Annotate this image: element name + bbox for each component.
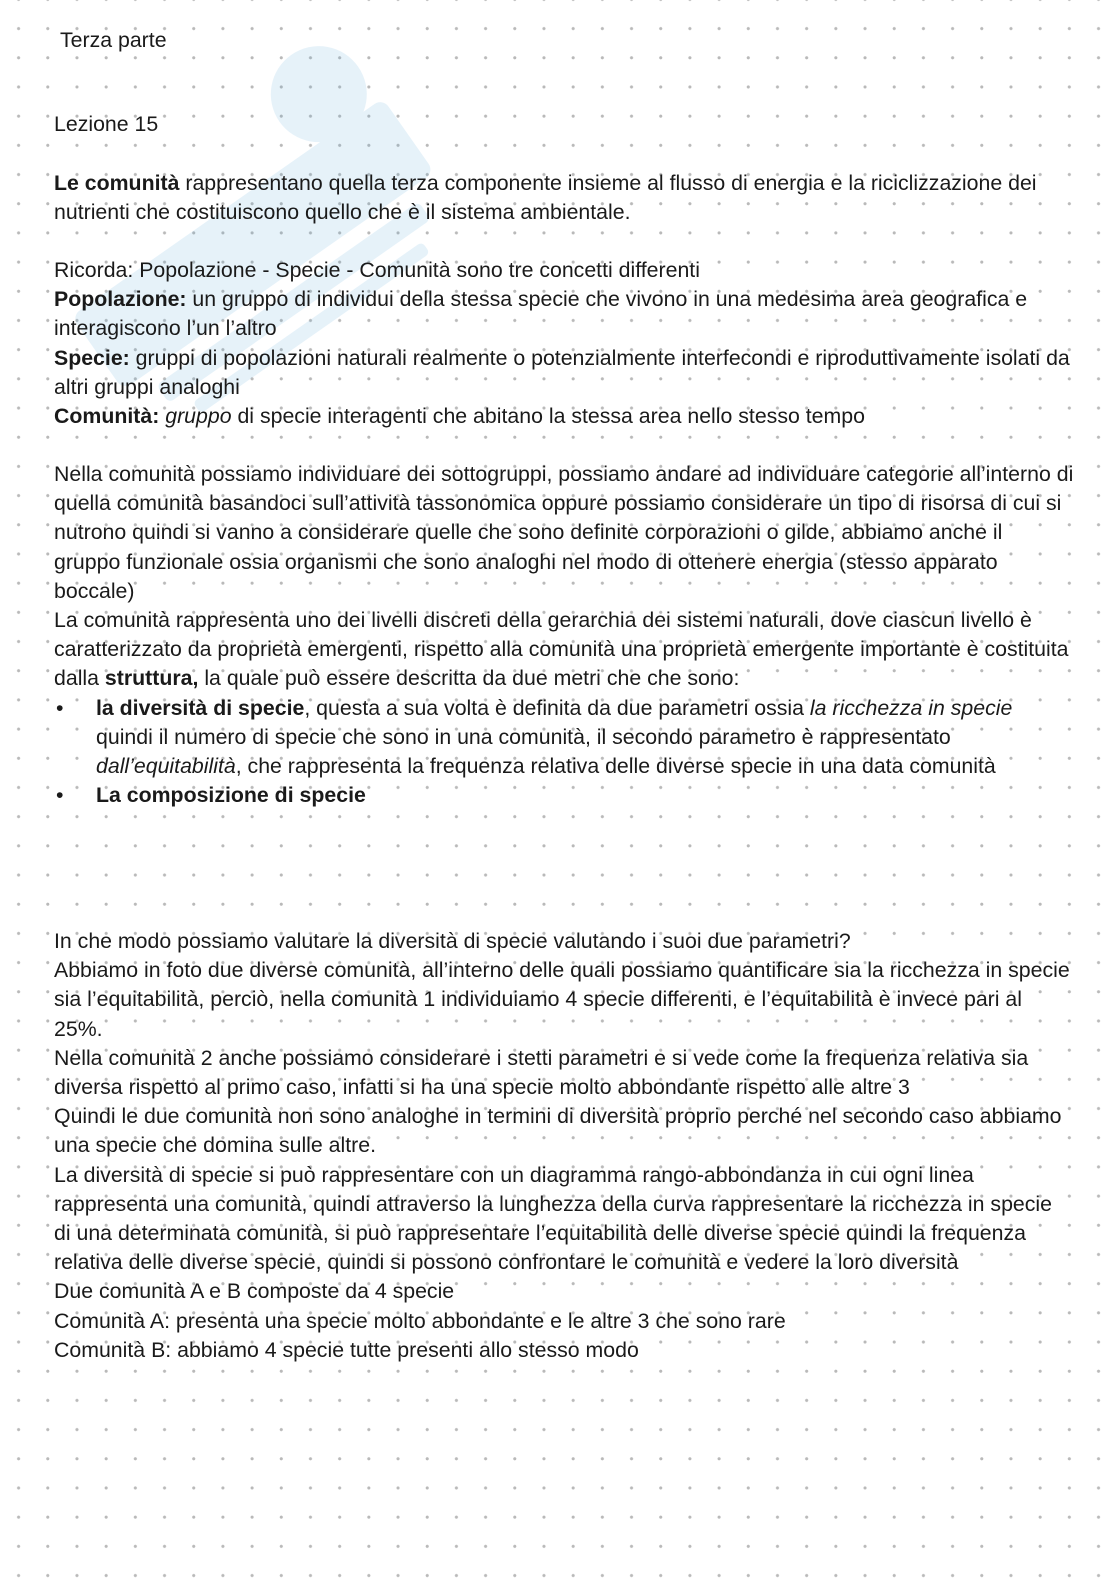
list-item-italic: la ricchezza in specie bbox=[809, 695, 1013, 720]
remember-line: Ricorda: Popolazione - Specie - Comunità sono tre concetti differenti bbox=[54, 258, 700, 282]
diversity-line: Comunità A: presenta una specie molto abbondante e le altre 3 che sono rare bbox=[54, 1308, 786, 1333]
structure-list bbox=[54, 694, 1074, 811]
list-item-text: , questa a sua volta è definita da due parametri ossia bbox=[304, 695, 810, 720]
definition-specie bbox=[54, 344, 1074, 402]
definitions-section bbox=[54, 256, 1074, 431]
definition-text: un gruppo di individui della stessa specie che vivono in una medesima area geografica e interagiscono l’un l’altro bbox=[54, 287, 1028, 341]
structure-section bbox=[54, 460, 1074, 810]
lesson-heading: Lezione 15 bbox=[54, 112, 159, 136]
structure-bold: struttura, bbox=[104, 666, 199, 691]
list-item-text: quindi il numero di specie che sono in una comunità, il secondo parametro è rappresentato bbox=[96, 724, 951, 749]
bullet-icon: • bbox=[56, 695, 64, 720]
subgroups-paragraph: Nella comunità possiamo individuare dei sottogruppi, possiamo andare ad individuare categorie all’interno di quella comunità basandoci sull’attività tassonomica oppure possiamo considerare un tipo di risorsa di cui si nutrono quindi si vanno a considerare quelle che sono definite corporazioni o gilde, abbiamo anche il gruppo funzionale ossia organismi che sono analoghi nel modo di ottenere energia (stesso apparato boccale) bbox=[54, 462, 1074, 603]
diversity-line: In che modo possiamo valutare la diversità di specie valutando i suoi due parametri? bbox=[54, 929, 851, 953]
hierarchy-paragraph bbox=[54, 606, 1074, 694]
diversity-line: Due comunità A e B composte da 4 specie bbox=[54, 1279, 455, 1304]
hierarchy-text: La comunità rappresenta uno dei livelli discreti della gerarchia dei sistemi naturali, dove ciascun livello è caratterizzato da proprietà emergenti, rispetto alla comunità una proprietà emergente importante è costituita dalla bbox=[54, 608, 1069, 691]
diversity-line: Comunità B: abbiamo 4 specie tutte presenti allo stesso modo bbox=[54, 1337, 639, 1362]
diversity-line: La diversità di specie si può rappresentare con un diagramma rango-abbondanza in cui ogni linea rappresenta una comunità, quindi attraverso la lunghezza della curva rappresentare la ricchezza in specie di una determinata comunità, si può rappresentare l’equitabilità delle diverse specie quindi la frequenza relativa delle diverse specie, quindi si possono confrontare le comunità e vedere la loro diversità bbox=[54, 1162, 1052, 1275]
list-item bbox=[54, 781, 1074, 810]
hierarchy-text-end: la quale può essere descritta da due metri che che sono: bbox=[198, 666, 740, 691]
definition-popolazione bbox=[54, 285, 1074, 343]
definition-label: Specie: bbox=[54, 345, 130, 370]
diversity-line: Nella comunità 2 anche possiamo considerare i stetti parametri e si vede come la frequenza relativa sia diversa rispetto al primo caso, infatti si ha una specie molto abbondante rispetto alle altre 3 bbox=[54, 1045, 1029, 1100]
list-item-bold: La composizione di specie bbox=[96, 783, 366, 808]
list-item-text: , che rappresenta la frequenza relativa delle diverse specie in una data comunità bbox=[235, 754, 996, 779]
definition-italic: gruppo bbox=[165, 404, 232, 429]
list-item bbox=[54, 694, 1074, 782]
definition-text: gruppi di popolazioni naturali realmente o potenzialmente interfecondi e riproduttivamente isolati da altri gruppi analoghi bbox=[54, 345, 1070, 399]
list-item-bold: la diversità di specie bbox=[96, 695, 305, 720]
definition-comunita bbox=[54, 402, 1074, 431]
bullet-icon: • bbox=[56, 783, 64, 808]
definition-text: di specie interagenti che abitano la stessa area nello stesso tempo bbox=[231, 404, 865, 429]
intro-text: rappresentano quella terza componente insieme al flusso di energia e la riciclizzazione dei nutrienti che costituiscono quello che è il sistema ambientale. bbox=[54, 171, 1037, 225]
diversity-section bbox=[54, 927, 1074, 1365]
page-title: Terza parte bbox=[60, 28, 167, 52]
diversity-line: Quindi le due comunità non sono analoghe in termini di diversità proprio perché nel secondo caso abbiamo una specie che domina sulle altre. bbox=[54, 1104, 1062, 1158]
definition-label: Comunità: bbox=[54, 404, 160, 429]
intro-paragraph bbox=[54, 169, 1074, 227]
definition-label: Popolazione: bbox=[54, 287, 187, 312]
diversity-line: Abbiamo in foto due diverse comunità, all’interno delle quali possiamo quantificare sia la ricchezza in specie sia l’equitabilità, perciò, nella comunità 1 individuiamo 4 specie differenti, e l’equitabilità è invece pari al 25%. bbox=[54, 958, 1070, 1041]
list-item-italic: dall’equitabilità bbox=[96, 754, 236, 779]
intro-bold-term: Le comunità bbox=[54, 171, 180, 195]
